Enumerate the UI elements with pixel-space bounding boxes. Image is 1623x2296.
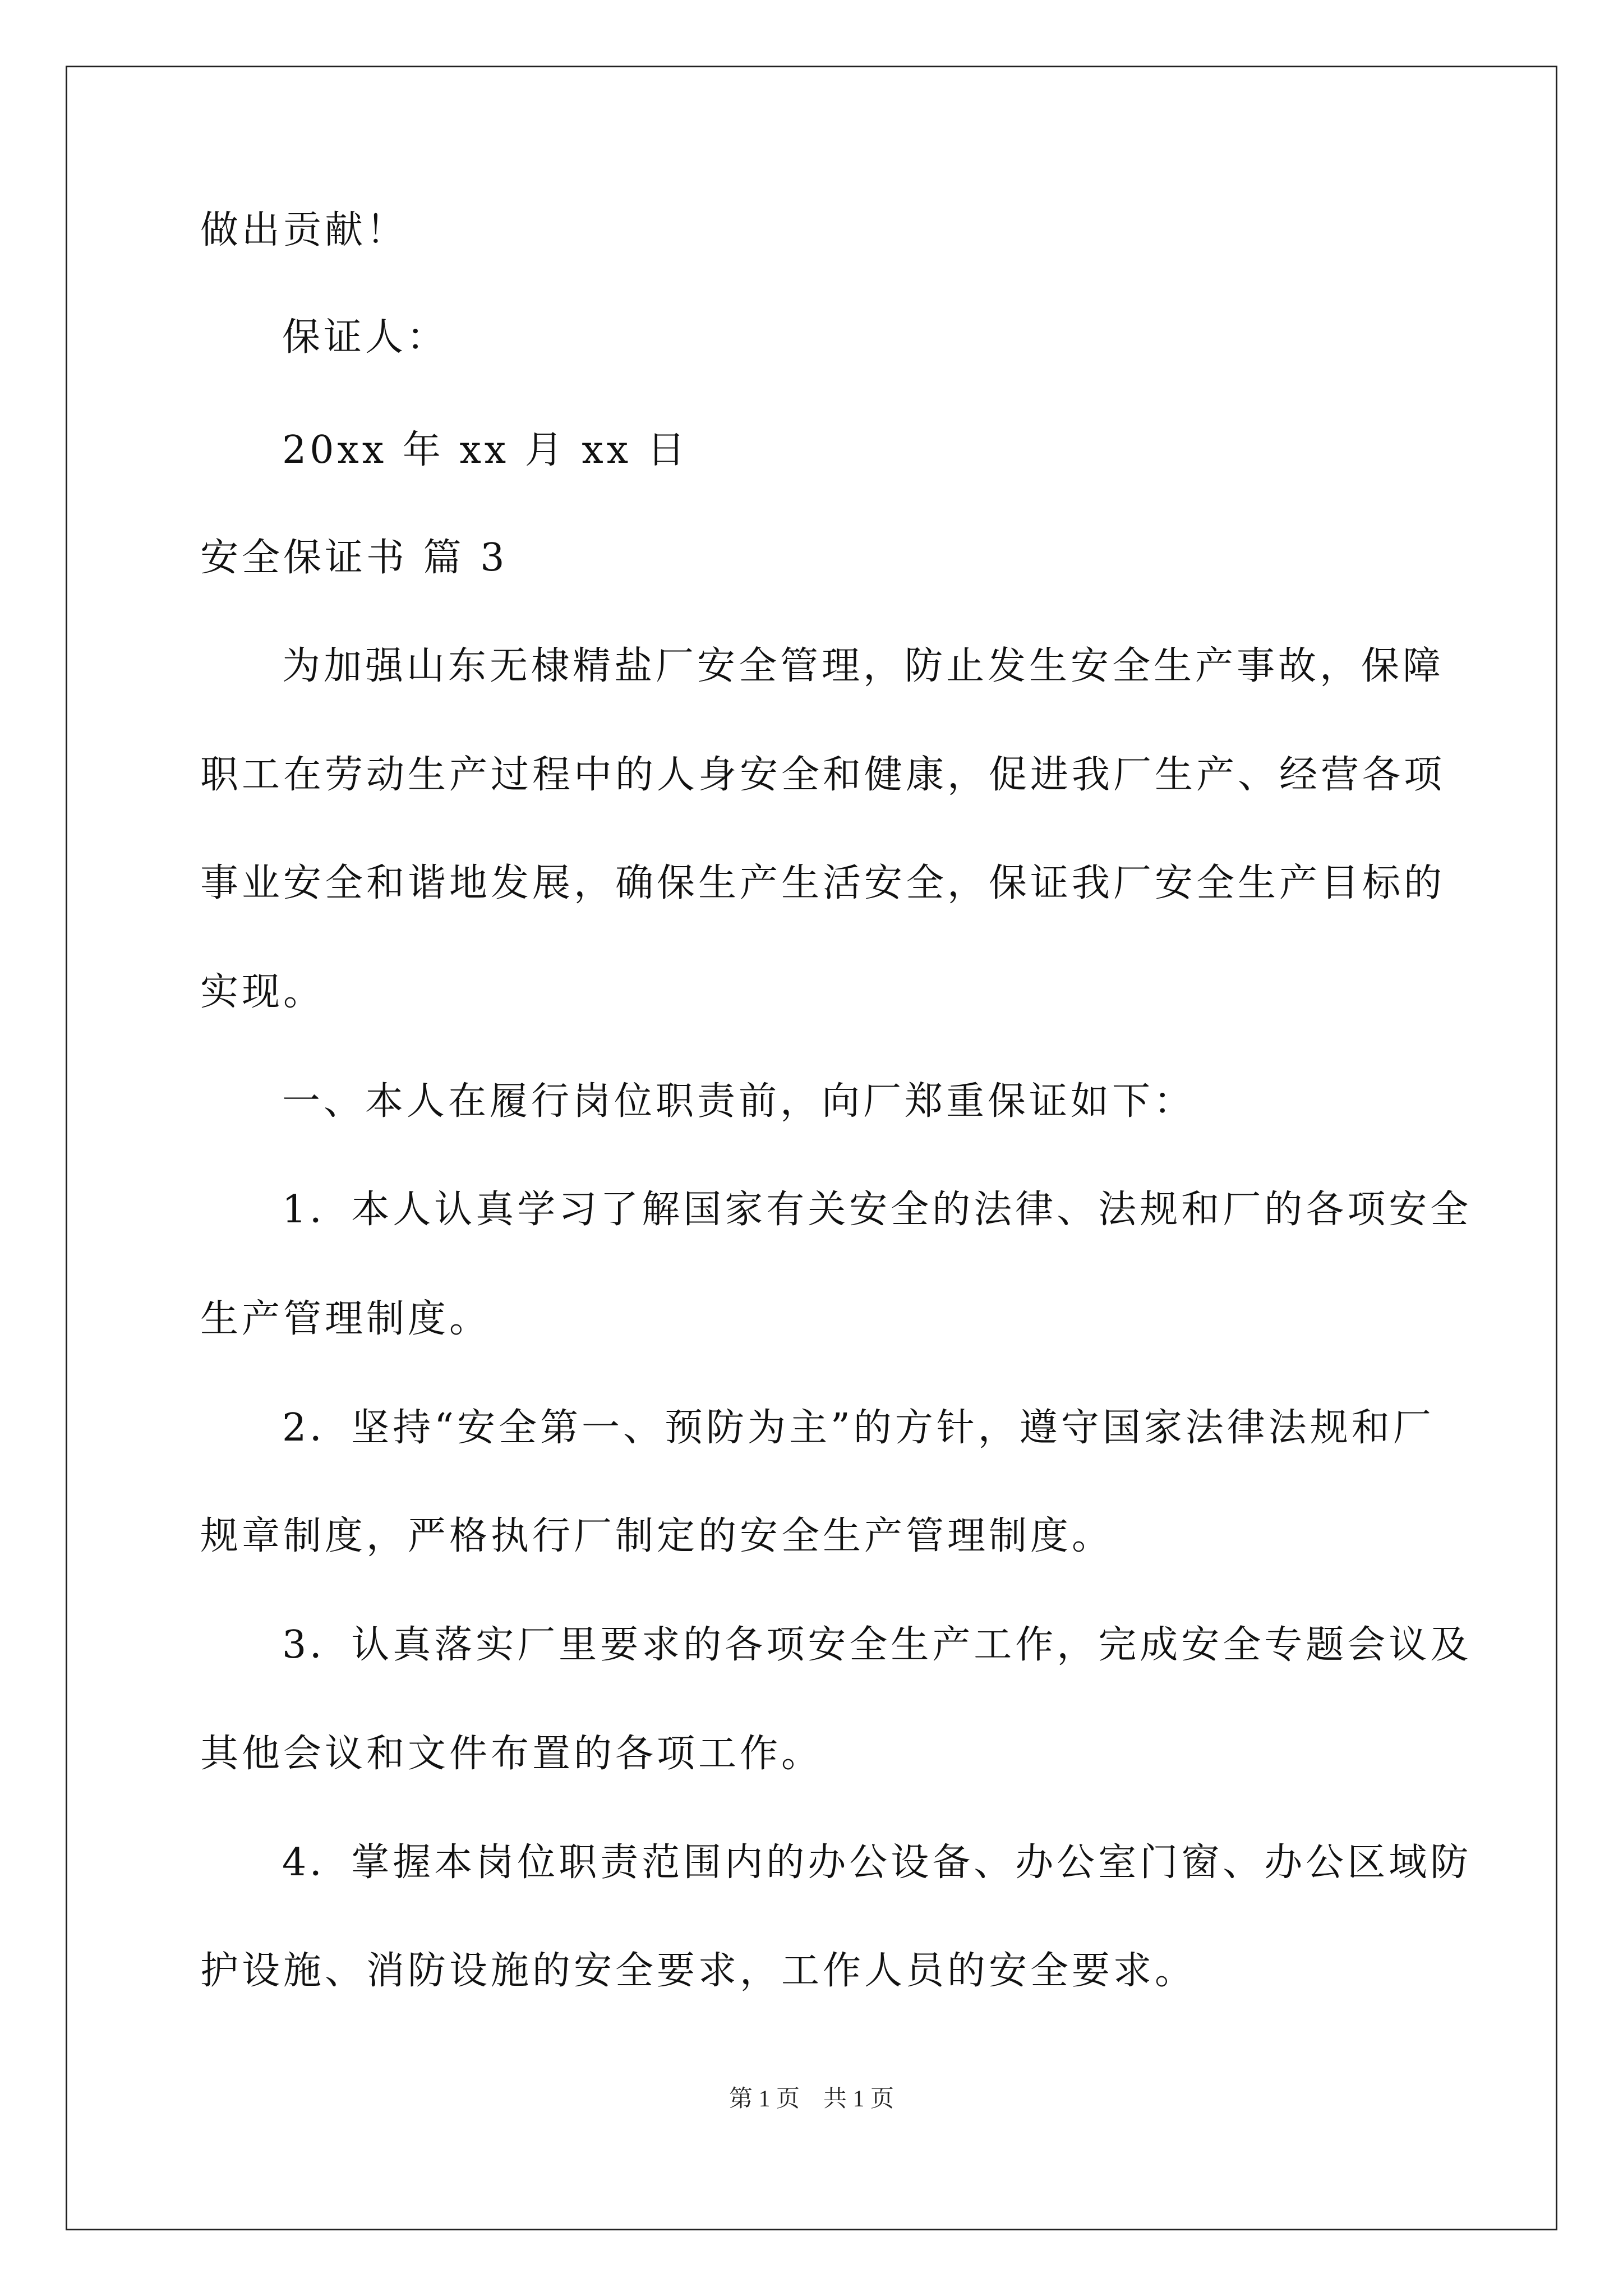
page-number-footer: 第 1 页 共 1 页: [728, 2086, 894, 2112]
page-border: [66, 66, 1557, 2230]
text-line-16: 4．掌握本岗位职责范围内的办公设备、办公室门窗、办公区域防: [282, 1841, 1472, 1885]
text-line-14: 3．认真落实厂里要求的各项安全生产工作，完成安全专题会议及: [282, 1623, 1472, 1667]
text-line-11: 生产管理制度。: [200, 1297, 491, 1341]
text-line-8: 实现。: [200, 970, 325, 1014]
text-line-1: 做出贡献！: [200, 208, 408, 252]
text-line-13: 规章制度，严格执行厂制定的安全生产管理制度。: [200, 1514, 1114, 1558]
date-line: 20xx 年 xx 月 xx 日: [282, 428, 689, 472]
text-line-6: 职工在劳动生产过程中的人身安全和健康，促进我厂生产、经营各项: [200, 753, 1446, 797]
text-line-12: 2．坚持“安全第一、预防为主”的方针，遵守国家法律法规和厂: [282, 1406, 1435, 1450]
text-line-10: 1．本人认真学习了解国家有关安全的法律、法规和厂的各项安全: [282, 1188, 1472, 1232]
text-line-9: 一、本人在履行岗位职责前，向厂郑重保证如下：: [282, 1079, 1196, 1124]
text-line-7: 事业安全和谐地发展，确保生产生活安全，保证我厂安全生产目标的: [200, 861, 1446, 905]
text-line-5: 为加强山东无棣精盐厂安全管理，防止发生安全生产事故，保障: [282, 644, 1445, 688]
signatory-label: 保证人：: [282, 315, 449, 360]
text-line-15: 其他会议和文件布置的各项工作。: [200, 1732, 823, 1776]
text-line-17: 护设施、消防设施的安全要求，工作人员的安全要求。: [200, 1949, 1197, 1993]
section-heading: 安全保证书 篇 3: [200, 536, 508, 580]
